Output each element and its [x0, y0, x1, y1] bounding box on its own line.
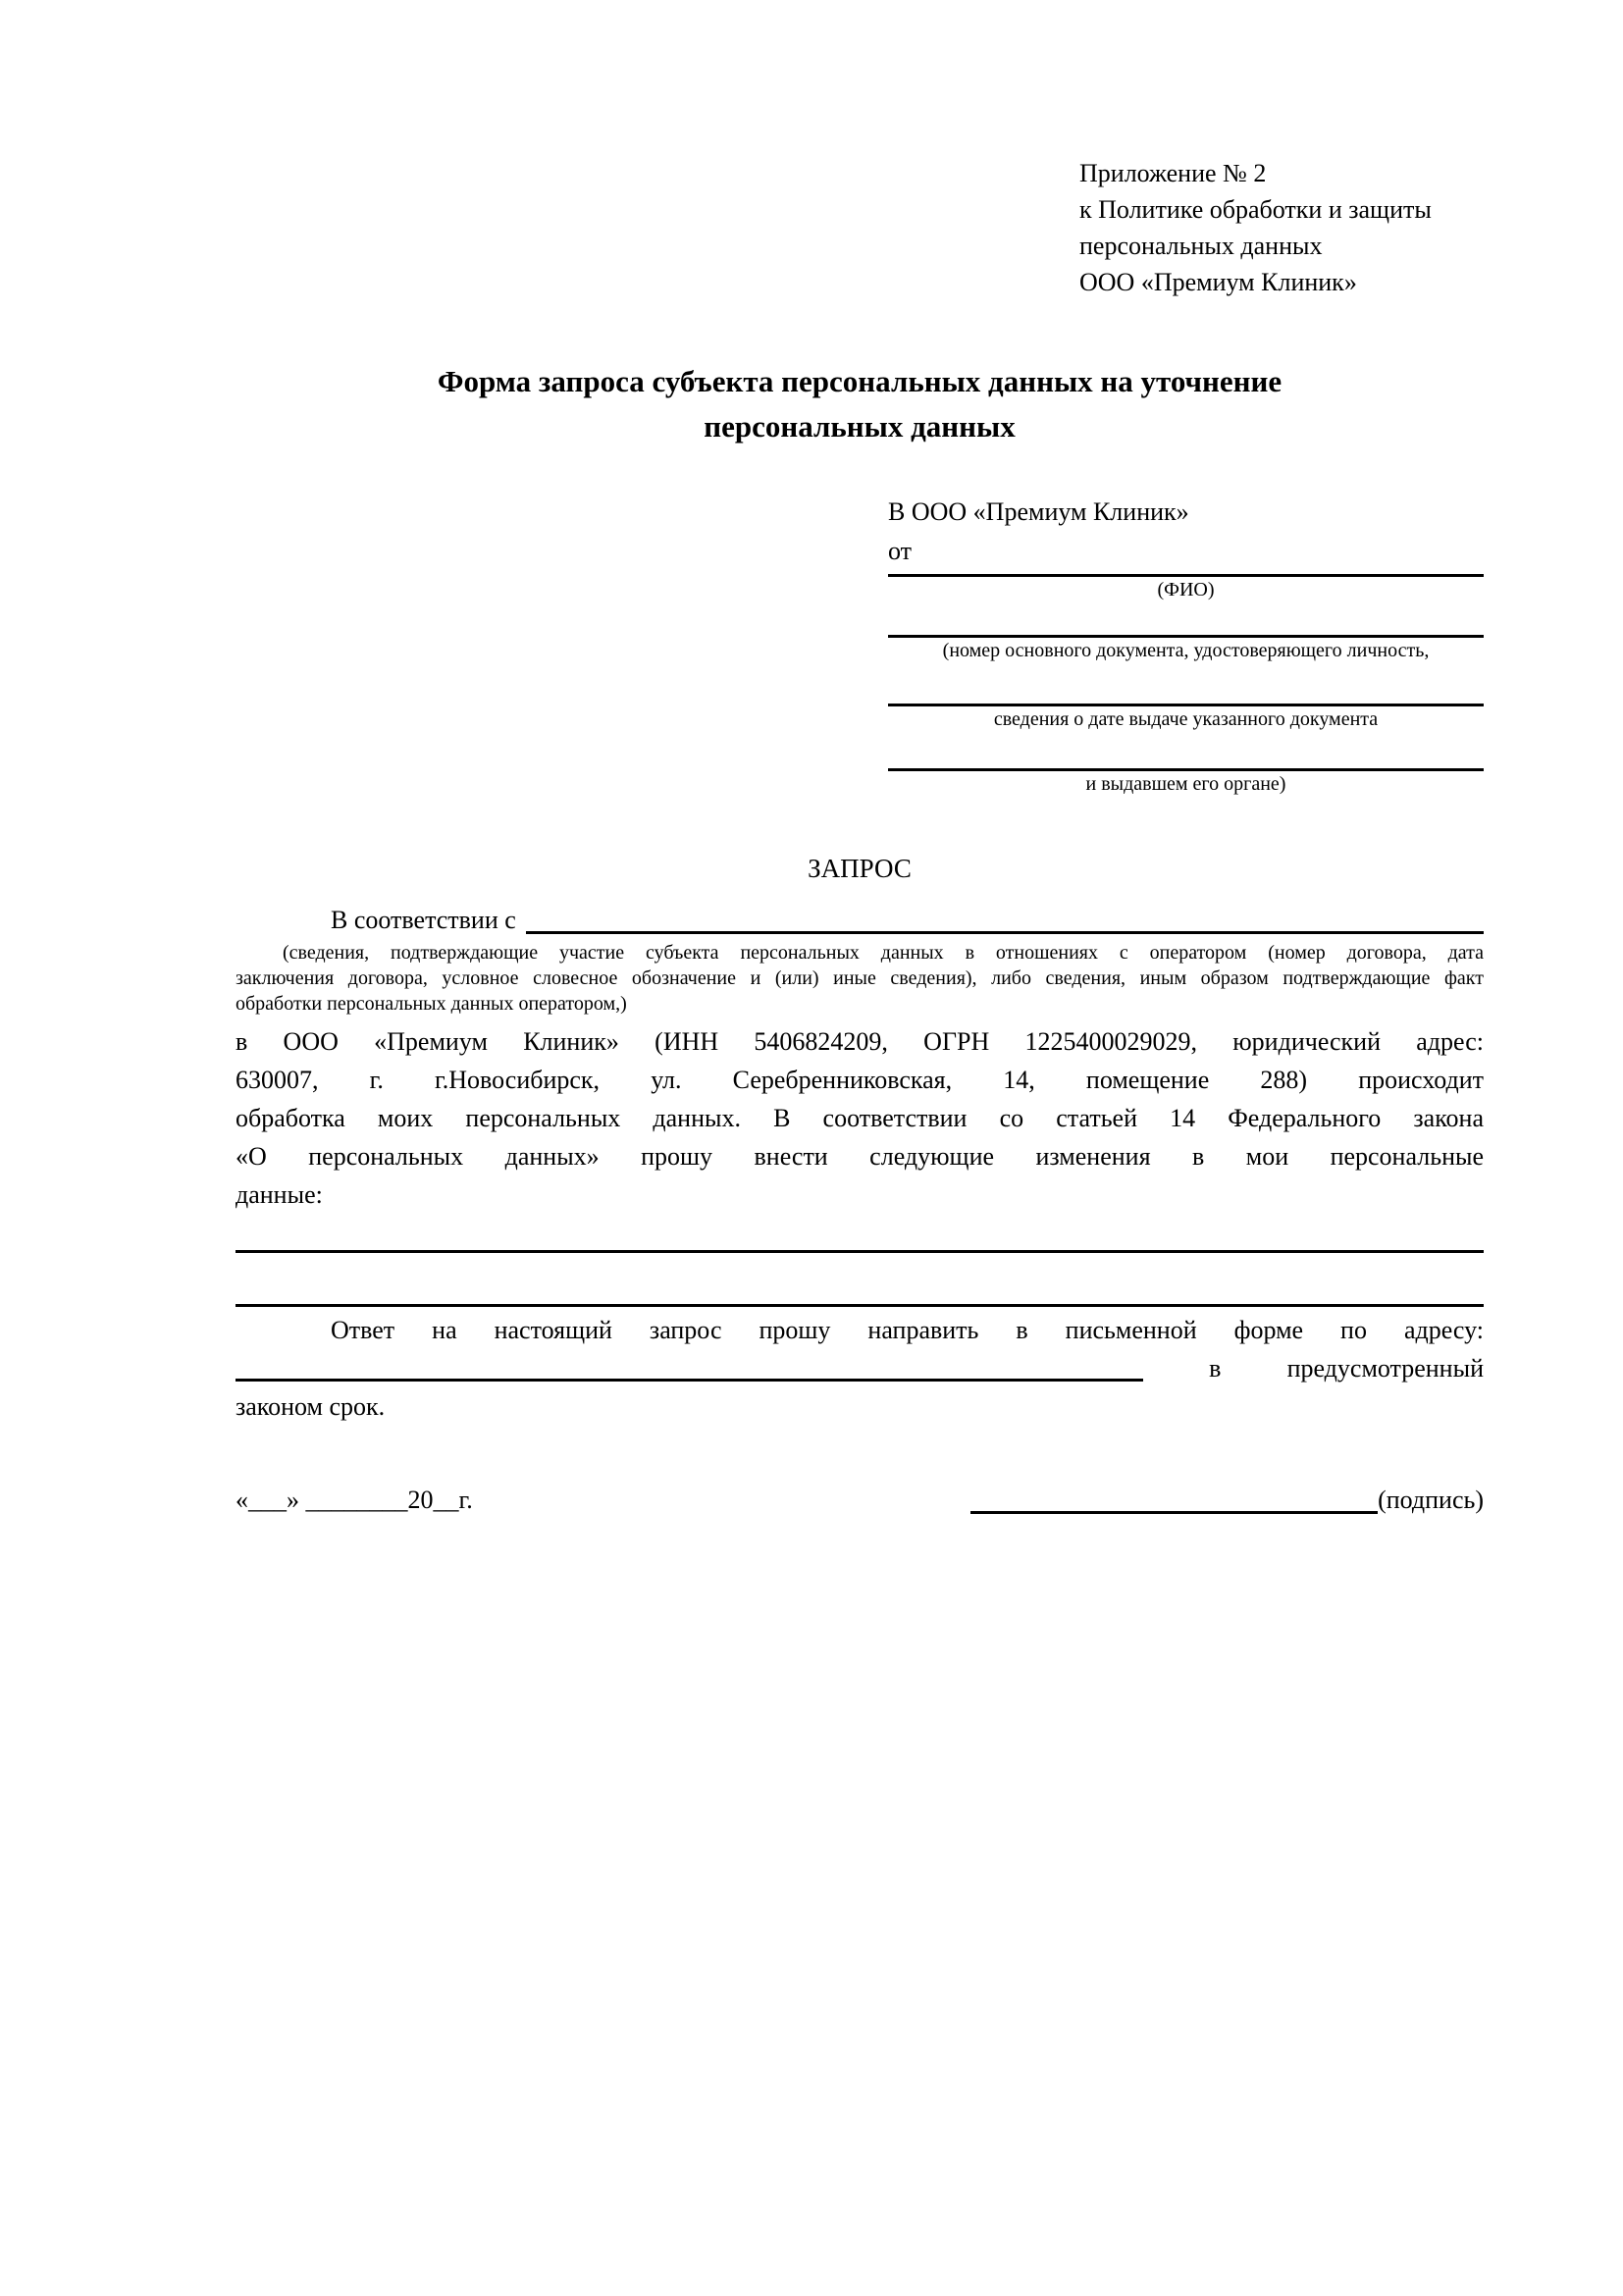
date-blank-text: «___» ________20__г. — [236, 1486, 473, 1514]
document-title-line: Форма запроса субъекта персональных данных на уточнение — [437, 364, 1283, 398]
addressee-from-label: от — [888, 537, 913, 565]
body-line: «О персональных данных» прошу внести следующие изменения в мои персональные — [236, 1142, 1484, 1171]
small-note-line: заключения договора, условное словесное обозначение и (или) иные сведения), либо сведения, иным образом подтверждающие факт — [236, 967, 1484, 989]
signature-blank-line — [970, 1502, 1378, 1514]
answer-line: Ответ на настоящий запрос прошу направить в письменной форме по адресу: — [331, 1316, 1484, 1344]
document-title — [236, 359, 1484, 449]
according-blank-line — [526, 922, 1484, 934]
appendix-header-line: ООО «Премиум Клиник» — [1079, 268, 1357, 296]
addressee-to: В ООО «Премиум Клиник» — [888, 497, 1189, 526]
issuing-authority-blank-line — [888, 732, 1484, 771]
appendix-header-line: к Политике обработки и защиты — [1079, 195, 1432, 224]
small-note-line: обработки персональных данных оператором,) — [236, 993, 627, 1015]
issue-date-blank-line — [888, 663, 1484, 706]
appendix-header-line: персональных данных — [1079, 232, 1323, 260]
according-row — [236, 901, 1484, 940]
changes-blank-line — [236, 1214, 1484, 1253]
appendix-header — [1079, 155, 1484, 300]
signature-caption: (подпись) — [1378, 1486, 1484, 1514]
issue-date-caption: сведения о дате выдаче указанного документа — [993, 708, 1379, 730]
addressee-block — [888, 493, 1484, 797]
body-line: в ООО «Премиум Клиник» (ИНН 5406824209, ОГРН 1225400029029, юридический адрес: — [236, 1027, 1484, 1056]
according-prefix: В соответствии с — [331, 906, 516, 934]
body-paragraph — [236, 1022, 1484, 1214]
body-line: 630007, г. г.Новосибирск, ул. Серебренниковская, 14, помещение 288) происходит — [236, 1066, 1484, 1094]
answer-line: законом срок. — [236, 1392, 386, 1421]
body-line: обработка моих персональных данных. В соответствии со статьей 14 Федерального закона — [236, 1104, 1484, 1132]
small-note — [236, 940, 1484, 1017]
appendix-header-line: Приложение № 2 — [1079, 159, 1267, 187]
answer-word: предусмотренный — [1286, 1354, 1484, 1383]
document-number-blank-line — [888, 602, 1484, 638]
small-note-line: (сведения, подтверждающие участие субъекта персональных данных в отношениях с оператором (номер договора, дата — [283, 942, 1484, 964]
answer-paragraph — [236, 1311, 1484, 1426]
signature-group — [970, 1481, 1484, 1520]
answer-address-row — [236, 1349, 1484, 1387]
answer-word: в — [1209, 1354, 1222, 1383]
changes-blank-line — [236, 1253, 1484, 1307]
footer-row — [236, 1481, 1484, 1520]
fio-caption: (ФИО) — [1157, 579, 1215, 600]
document-number-caption: (номер основного документа, удостоверяющего личность, — [942, 640, 1430, 661]
document-title-line: персональных данных — [704, 409, 1016, 444]
body-line: данные: — [236, 1180, 323, 1209]
issuing-authority-caption: и выдавшем его органе) — [1085, 773, 1286, 795]
address-blank-line — [236, 1370, 1143, 1382]
request-heading: ЗАПРОС — [808, 854, 912, 883]
